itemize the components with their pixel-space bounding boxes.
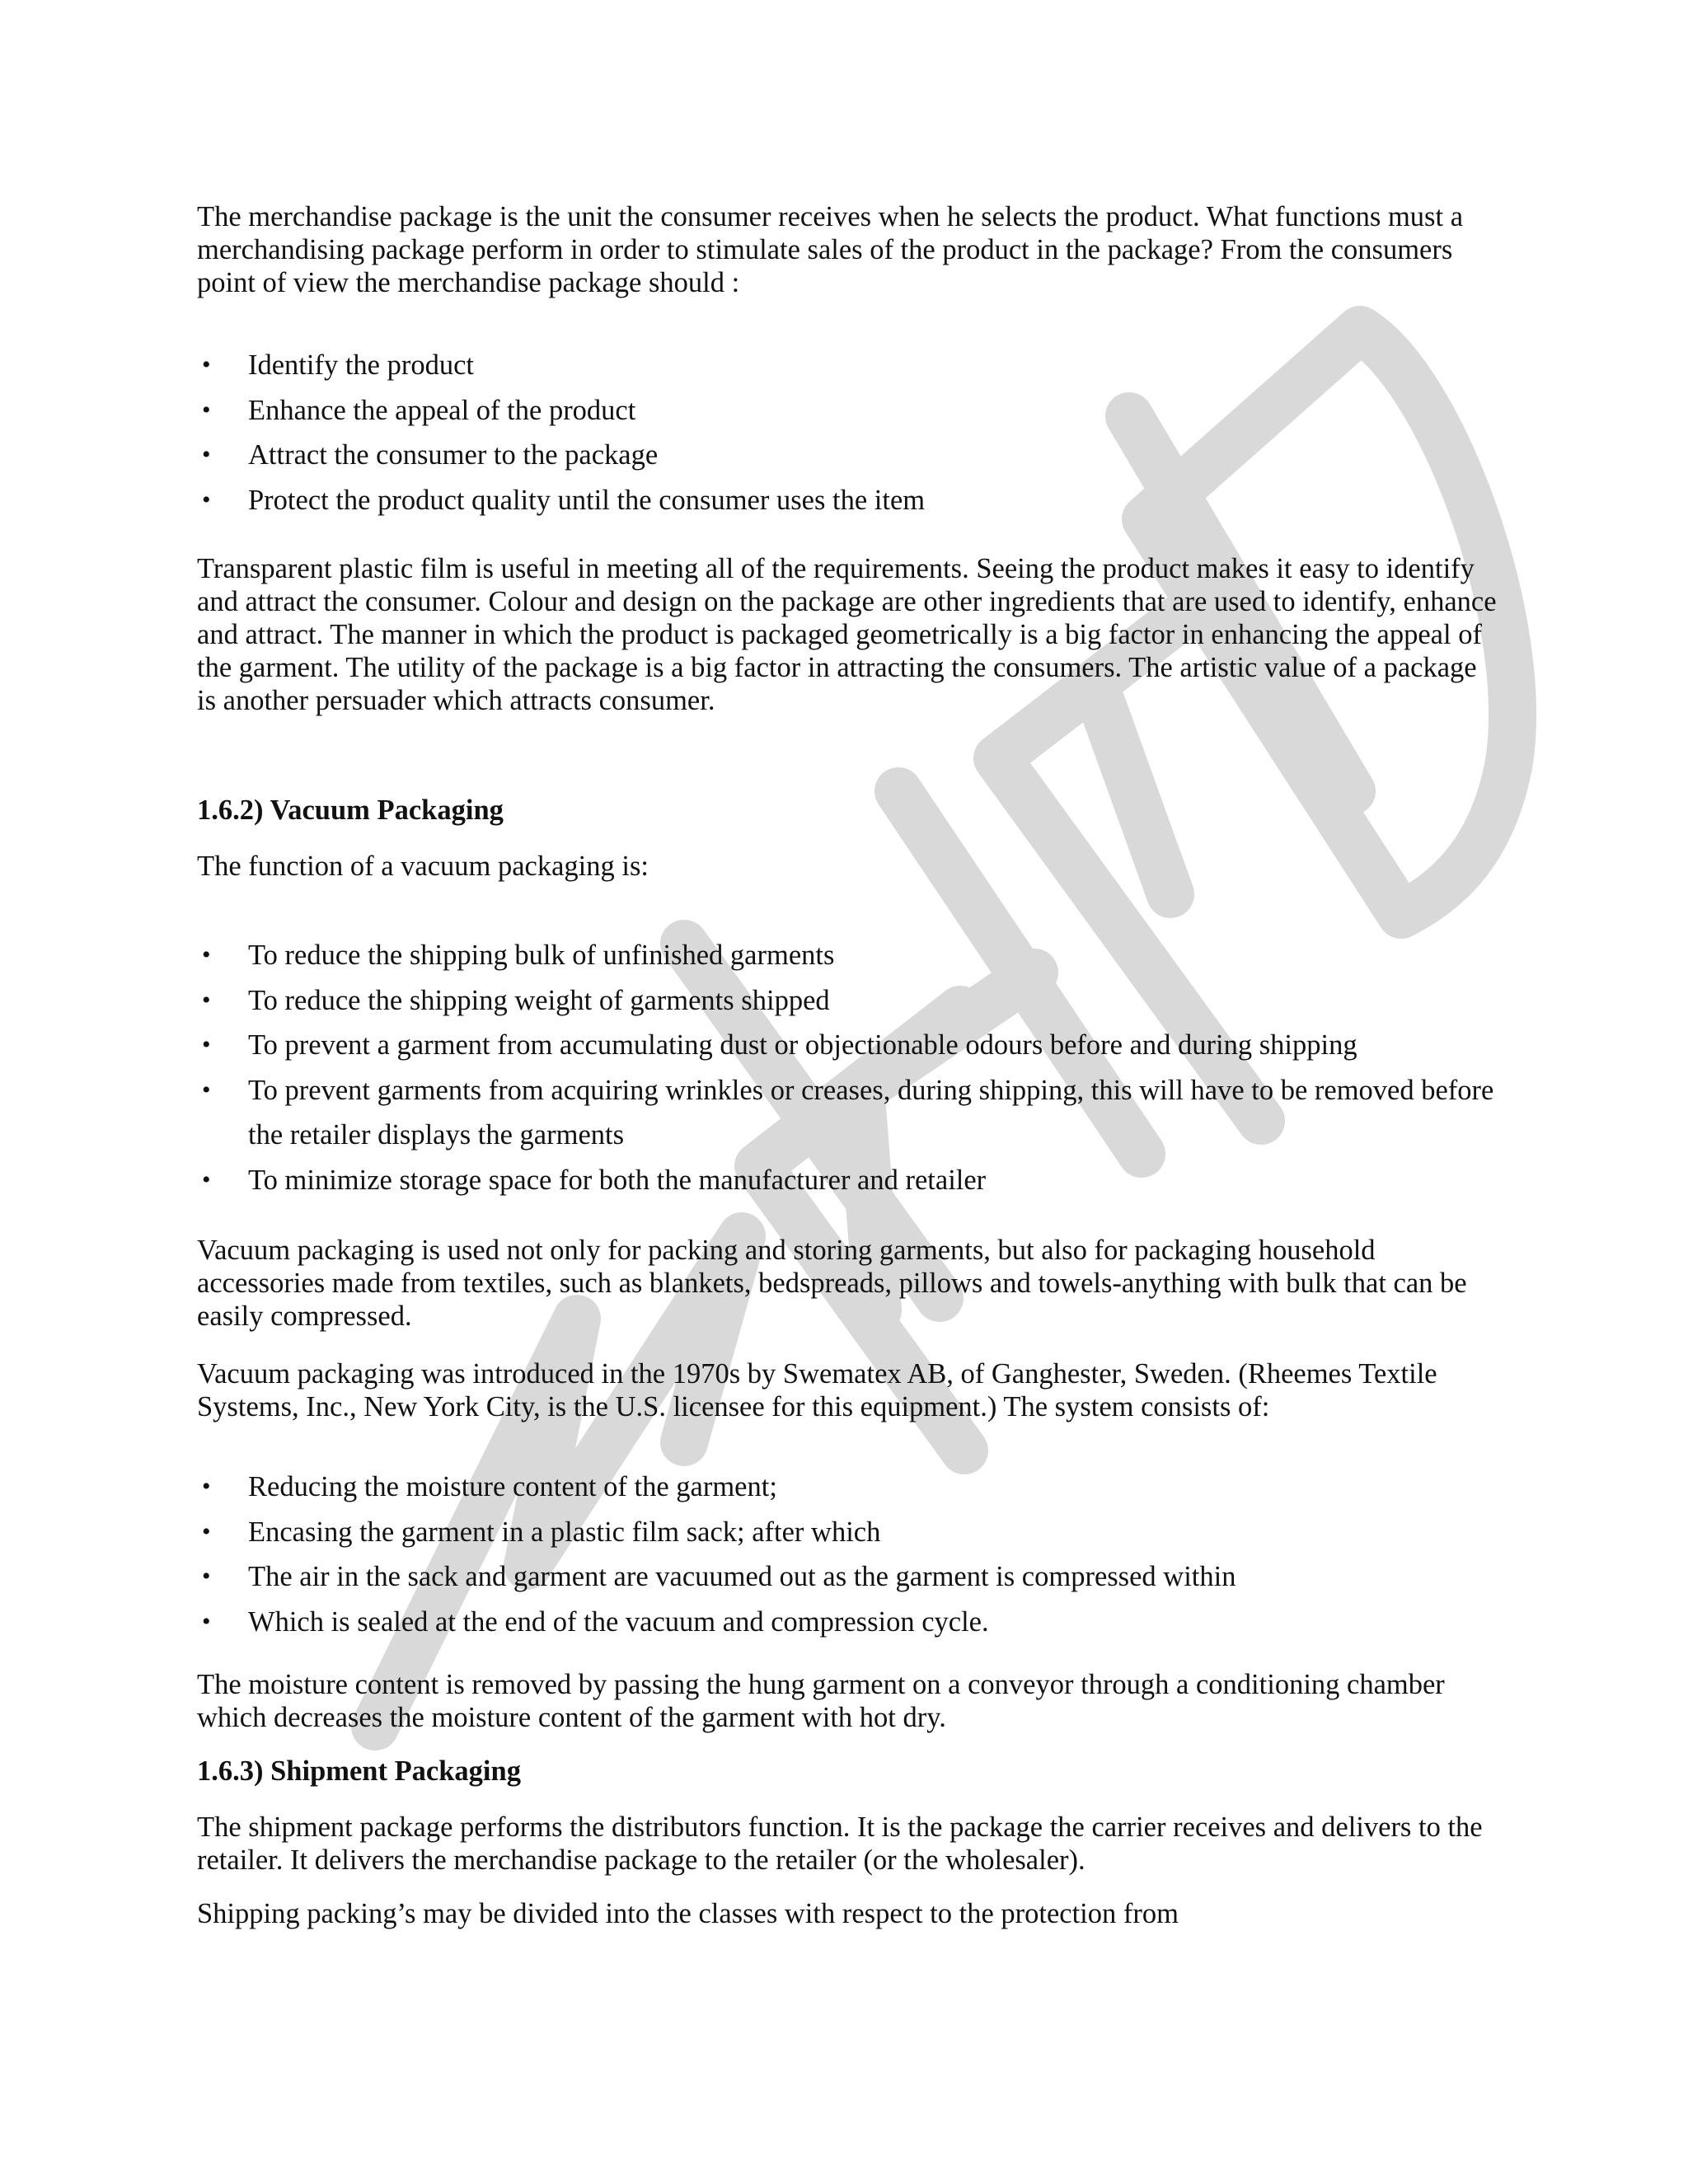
list-item: • To prevent garments from acquiring wrinkles or creases, during shipping, this will have to be removed before the retailer displays the garments xyxy=(197,1068,1499,1158)
bullet-icon: • xyxy=(202,396,211,424)
list-item: • Protect the product quality until the consumer uses the item xyxy=(197,478,1499,523)
merchandise-package-functions-list xyxy=(197,343,1499,523)
transparent-film-paragraph: Transparent plastic film is useful in meeting all of the requirements. Seeing the product makes it easy to identify and attract the consumer. Colour and design on the package are other ingredients that are used to identify, enhance and attract. The manner in which the product is packaged geometrically is a big factor in enhancing the appeal of the garment. The utility of the package is a big factor in attracting the consumers. The artistic value of a package is another persuader which attracts consumer. xyxy=(197,553,1497,716)
bullet-icon: • xyxy=(202,441,211,468)
shipping-packing-classes-paragraph: Shipping packing’s may be divided into the classes with respect to the protection from xyxy=(197,1898,1179,1929)
bullet-icon: • xyxy=(202,986,211,1014)
bullet-icon: • xyxy=(202,1607,211,1635)
list-item: • Reducing the moisture content of the garment; xyxy=(197,1465,1499,1510)
section-heading-shipment-packaging: 1.6.3) Shipment Packaging xyxy=(197,1755,521,1787)
shipment-package-paragraph: The shipment package performs the distributors function. It is the package the carrier receives and delivers to the retailer. It delivers the merchandise package to the retailer (or the wholesaler). xyxy=(197,1811,1483,1876)
bullet-icon: • xyxy=(202,1165,211,1193)
list-item: • To reduce the shipping weight of garments shipped xyxy=(197,978,1499,1024)
vacuum-packaging-functions-list xyxy=(197,933,1499,1202)
intro-paragraph: The merchandise package is the unit the consumer receives when he selects the product. What functions must a merchandising package perform in order to stimulate sales of the product in the package? From the consumers point of view the merchandise package should : xyxy=(197,201,1464,298)
bullet-icon: • xyxy=(202,485,211,513)
bullet-icon: • xyxy=(202,941,211,968)
list-item: • Encasing the garment in a plastic film sack; after which xyxy=(197,1510,1499,1555)
bullet-icon: • xyxy=(202,1473,211,1500)
bullet-icon: • xyxy=(202,1076,211,1104)
list-item: • Which is sealed at the end of the vacuum and compression cycle. xyxy=(197,1600,1499,1645)
bullet-icon: • xyxy=(202,1563,211,1590)
list-item: • Identify the product xyxy=(197,343,1499,388)
list-item: • Enhance the appeal of the product xyxy=(197,388,1499,434)
bullet-icon: • xyxy=(202,351,211,378)
vacuum-system-steps-list xyxy=(197,1465,1499,1644)
bullet-icon: • xyxy=(202,1031,211,1058)
vacuum-usage-paragraph: Vacuum packaging is used not only for packing and storing garments, but also for packaging household accessories made from textiles, such as blankets, bedspreads, pillows and towels-anything with bulk that can be easily compressed. xyxy=(197,1235,1467,1332)
list-item: • To minimize storage space for both the manufacturer and retailer xyxy=(197,1158,1499,1203)
vacuum-function-intro: The function of a vacuum packaging is: xyxy=(197,851,649,882)
list-item: • The air in the sack and garment are vacuumed out as the garment is compressed within xyxy=(197,1554,1499,1600)
vacuum-history-paragraph: Vacuum packaging was introduced in the 1970s by Swematex AB, of Ganghester, Sweden. (Rheemes Textile Systems, Inc., New York City, is the U.S. licensee for this equipment.) The system consists of: xyxy=(197,1358,1437,1422)
section-heading-vacuum-packaging: 1.6.2) Vacuum Packaging xyxy=(197,794,504,826)
bullet-icon: • xyxy=(202,1517,211,1545)
list-item: • To prevent a garment from accumulating dust or objectionable odours before and during shipping xyxy=(197,1023,1499,1068)
list-item: • To reduce the shipping bulk of unfinished garments xyxy=(197,933,1499,978)
moisture-removal-paragraph: The moisture content is removed by passing the hung garment on a conveyor through a conditioning chamber which decreases the moisture content of the garment with hot dry. xyxy=(197,1669,1445,1733)
list-item: • Attract the consumer to the package xyxy=(197,433,1499,478)
